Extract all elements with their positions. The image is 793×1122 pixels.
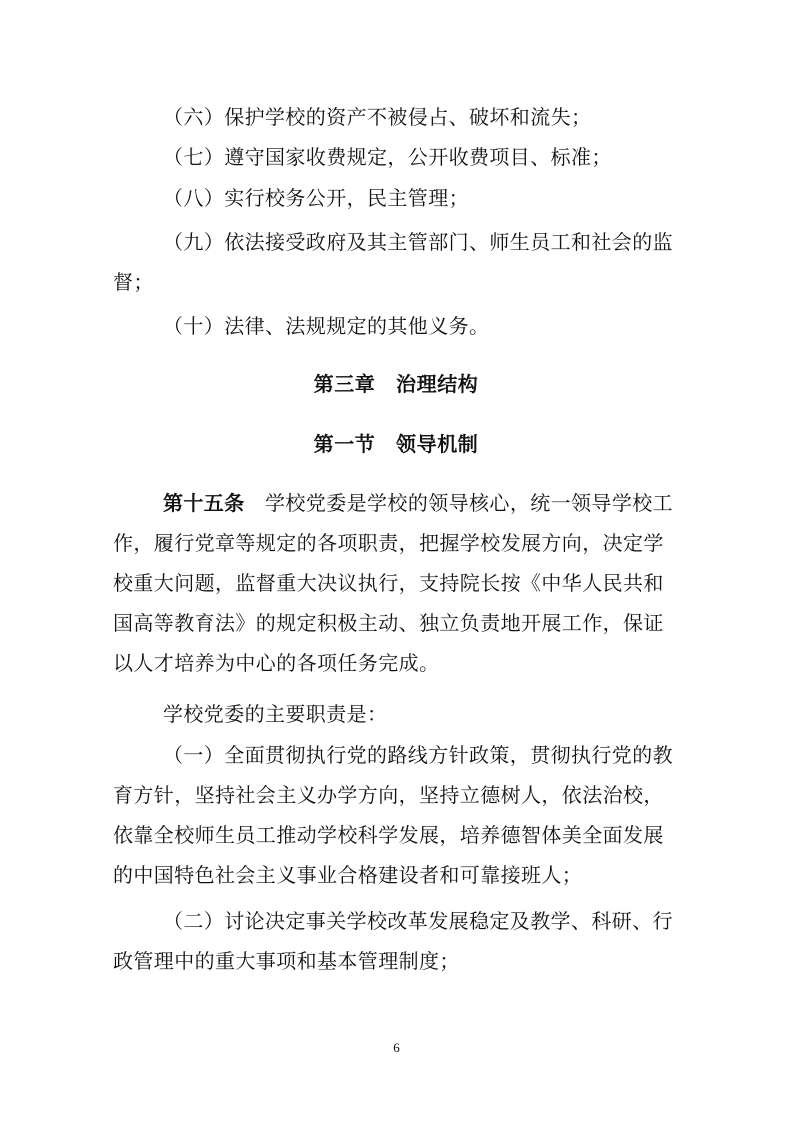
duties-intro: 学校党委的主要职责是： [163,702,388,726]
article-15 [113,483,679,683]
duty-item-2: （二）讨论决定事关学校改革发展稳定及教学、科研、行政管理中的重大事项和基本管理制度； [113,909,673,973]
duty-item-1: （一）全面贯彻执行党的路线方针政策，贯彻执行党的教育方针，坚持社会主义办学方向，坚持立德树人，依法治校，依靠全校师生员工推动学校科学发展，培养德智体美全面发展的中国特色社会主义事业合格建设者和可靠接班人； [113,743,673,887]
article-text: 学校党委是学校的领导核心，统一领导学校工作，履行党章等规定的各项职责，把握学校发展方向，决定学校重大问题，监督重大决议执行，支持院长按《中华人民共和国高等教育法》的规定积极主动、独立负责地开展工作，保证以人才培养为中心的各项任务完成。 [113,491,674,675]
list-item-6: （六）保护学校的资产不被侵占、破坏和流失； [163,105,592,129]
list-item-7: （七）遵守国家收费规定，公开收费项目、标准； [163,145,612,169]
list-item-9: （九）依法接受政府及其主管部门、师生员工和社会的监督； [113,230,673,294]
section-title: 第一节 领导机制 [313,432,479,456]
article-label: 第十五条 [163,491,245,515]
list-item-10: （十）法律、法规规定的其他义务。 [163,314,490,338]
page-number: 6 [393,1040,400,1055]
list-item-8: （八）实行校务公开，民主管理； [163,186,469,210]
chapter-title: 第三章 治理结构 [313,372,479,396]
